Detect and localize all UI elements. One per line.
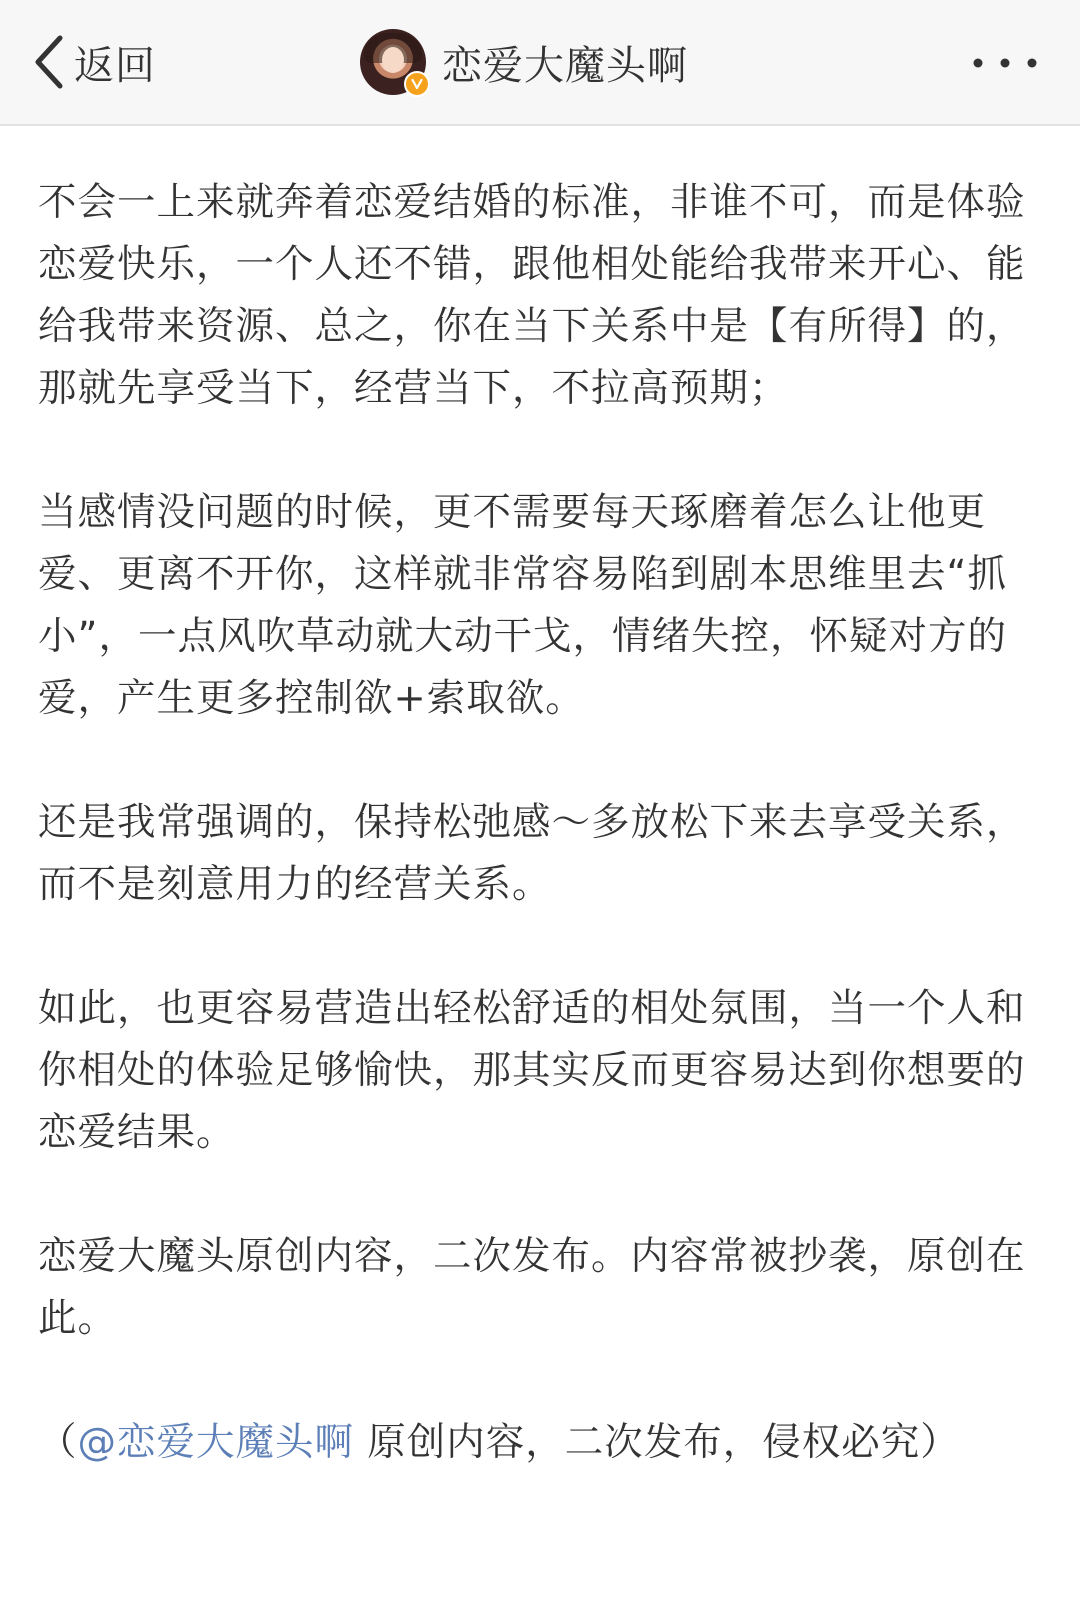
post-paragraph: 还是我常强调的，保持松弛感～多放松下来去享受关系，而不是刻意用力的经营关系。 (38, 800, 1026, 907)
avatar-face (382, 47, 404, 73)
post-footer-note (38, 1412, 1042, 1474)
post-paragraph: 如此，也更容易营造出轻松舒适的相处氛围，当一个人和你相处的体验足够愉快，那其实反而更容易达到你想要的恋爱结果。 (38, 986, 1026, 1155)
page-title[interactable]: 恋爱大魔头啊 (442, 42, 688, 89)
more-button[interactable] (970, 48, 1040, 78)
verified-badge-icon (404, 71, 430, 97)
post-body (38, 172, 1042, 1474)
chevron-left-icon (30, 32, 66, 92)
post-paragraph: 不会一上来就奔着恋爱结婚的标准，非谁不可，而是体验恋爱快乐，一个人还不错，跟他相处能给我带来开心、能给我带来资源、总之，你在当下关系中是【有所得】的，那就先享受当下，经营当下，不拉高预期； (38, 180, 1026, 411)
avatar[interactable] (360, 29, 426, 95)
back-label: 返回 (74, 42, 156, 89)
back-button[interactable] (30, 32, 156, 92)
user-mention-link[interactable]: @恋爱大魔头啊 (77, 1420, 355, 1465)
post-paragraph: 当感情没问题的时候，更不需要每天琢磨着怎么让他更爱、更离不开你，这样就非常容易陷到剧本思维里去“抓小”，一点风吹草动就大动干戈，情绪失控，怀疑对方的爱，产生更多控制欲+索取欲。 (38, 490, 1007, 721)
more-dots-icon (970, 63, 1040, 82)
nav-title-group (360, 26, 688, 98)
footer-open-paren: （ (38, 1420, 78, 1465)
footer-text: 原创内容，二次发布，侵权必究） (354, 1420, 960, 1465)
top-nav-bar (0, 0, 1080, 126)
post-paragraph: 恋爱大魔头原创内容，二次发布。内容常被抄袭，原创在此。 (38, 1234, 1026, 1341)
